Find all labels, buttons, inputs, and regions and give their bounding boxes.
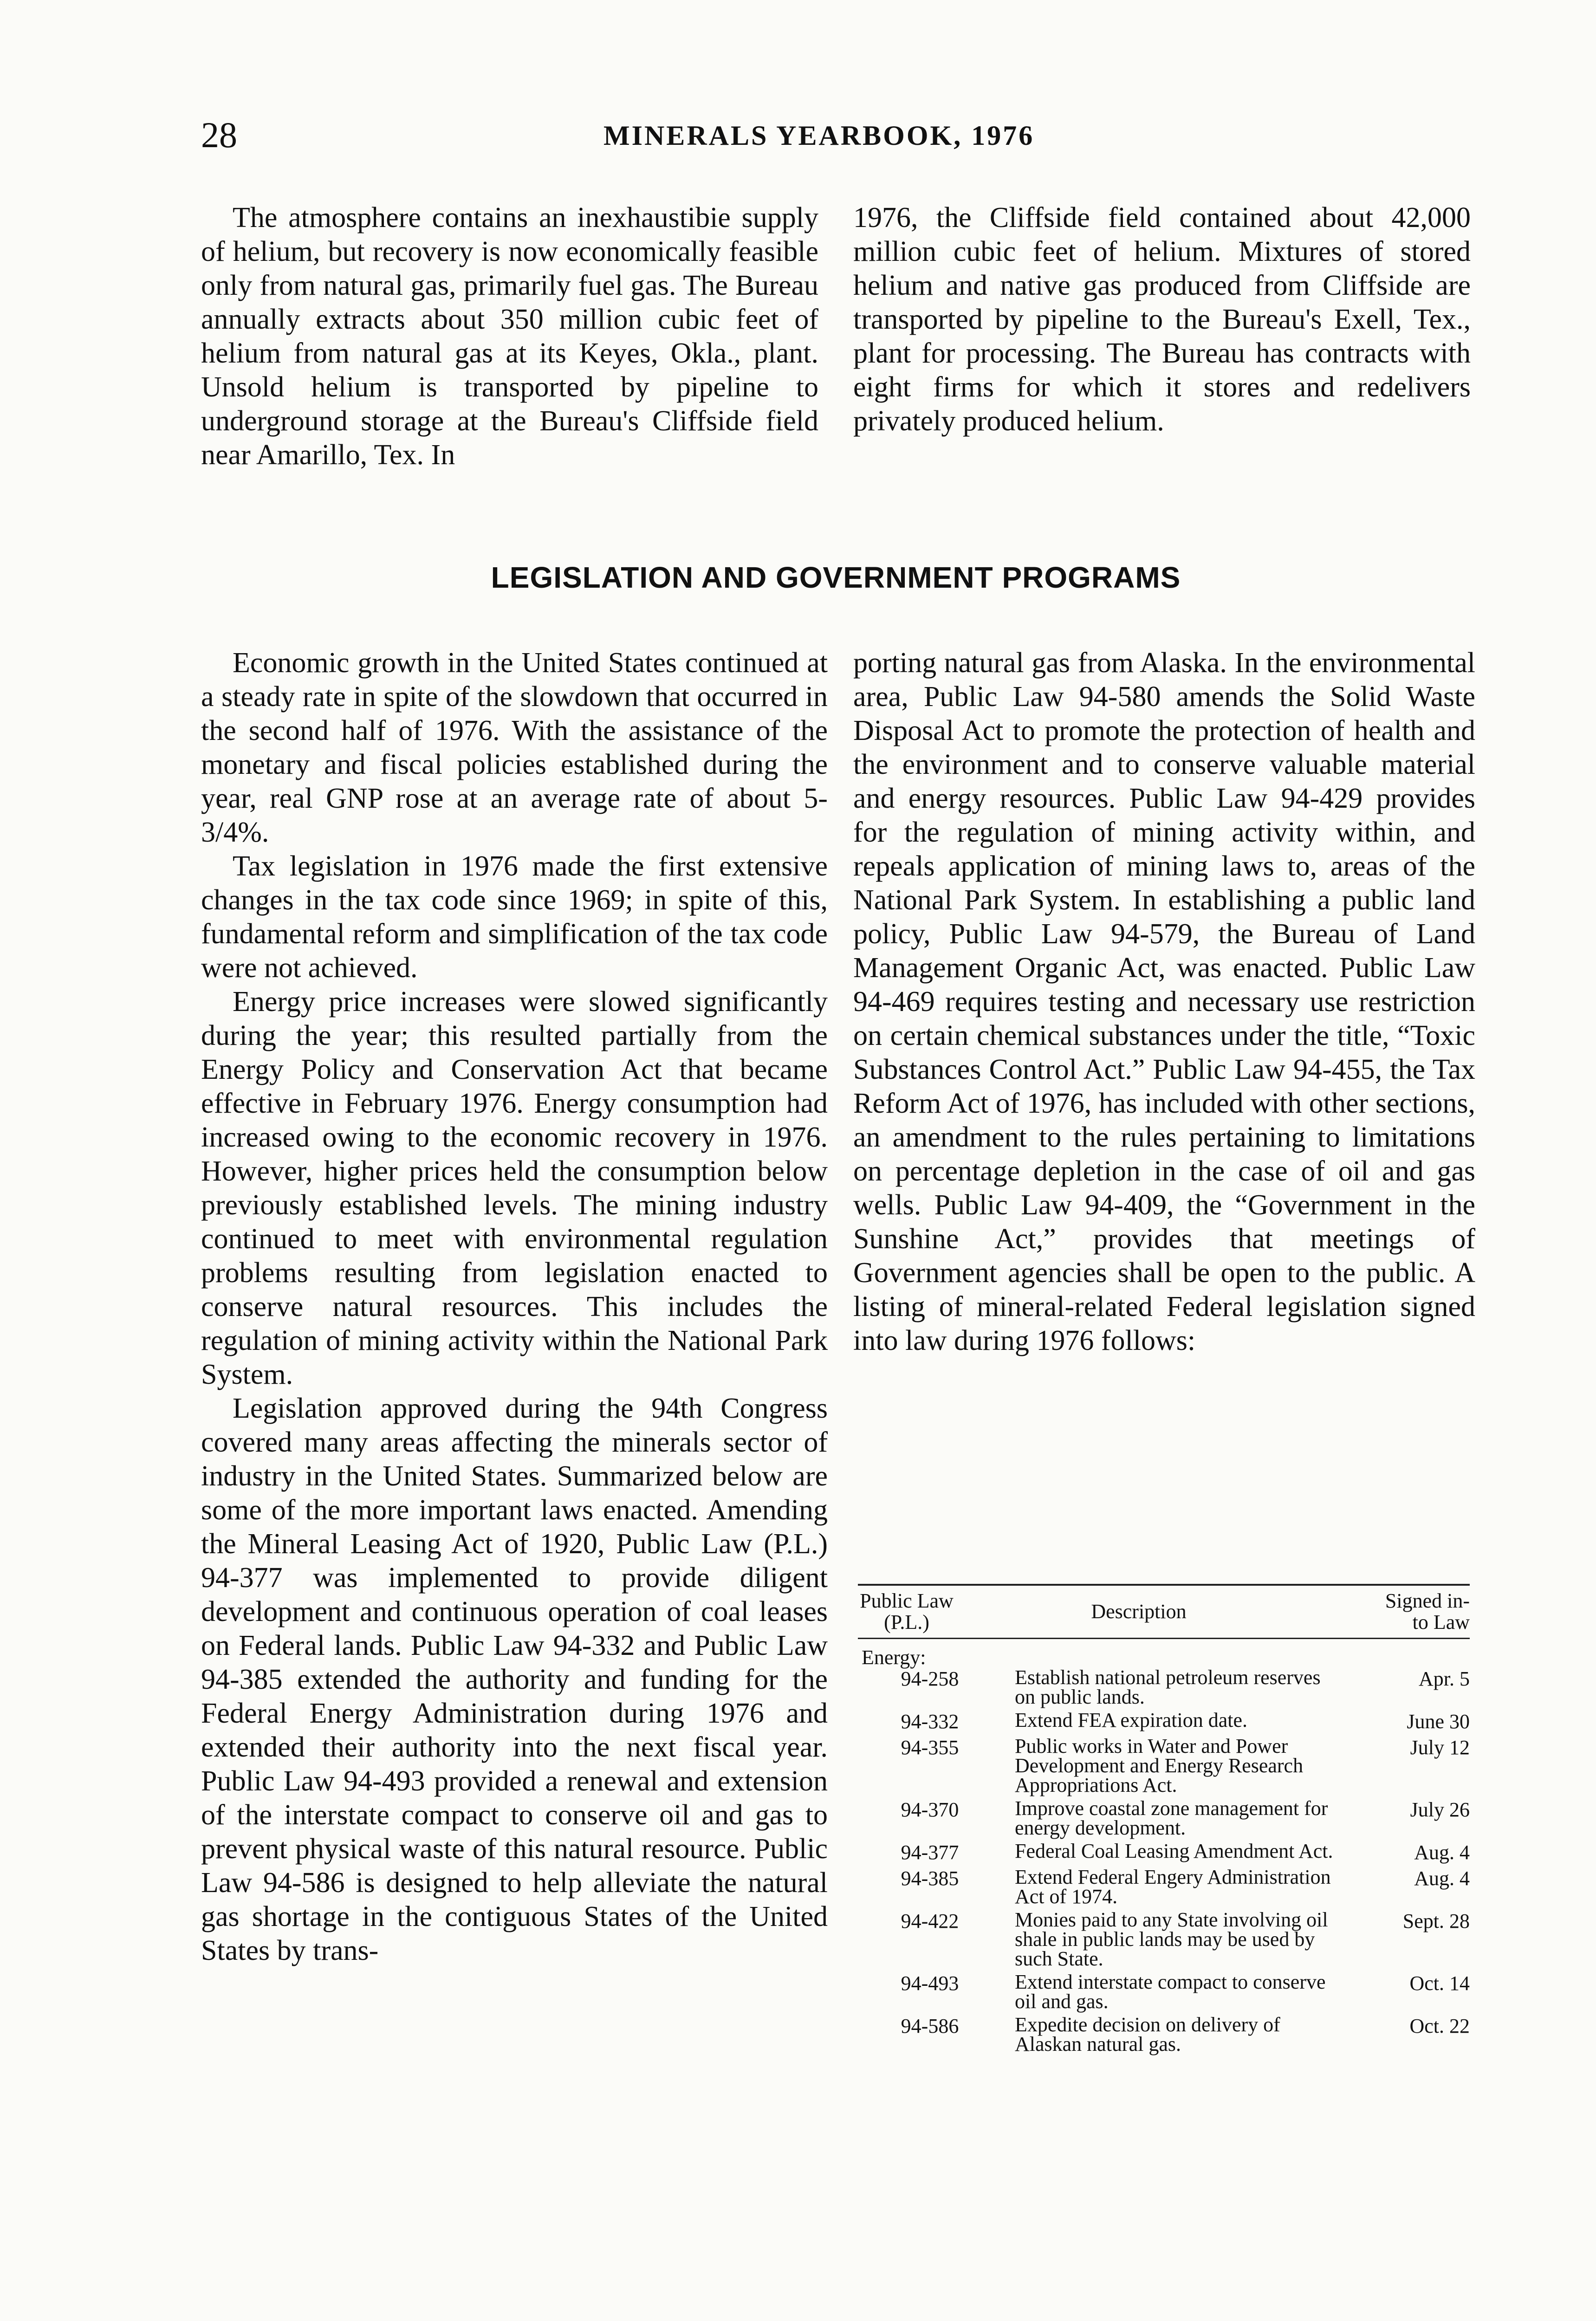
table-row	[858, 2015, 1470, 2054]
cell-description: Federal Coal Leasing Amendment Act.	[1015, 1840, 1333, 1862]
cell-signed: July 12	[1410, 1736, 1470, 1759]
running-title: MINERALS YEARBOOK, 1976	[603, 120, 1035, 151]
header-signed-line2: to Law	[1412, 1611, 1470, 1634]
table-row	[858, 1841, 1470, 1864]
header-public-law-line1: Public Law	[860, 1589, 954, 1612]
cell-public-law: 94-370	[901, 1798, 959, 1821]
body-right-column	[853, 646, 1475, 1358]
cell-public-law: 94-377	[901, 1841, 959, 1864]
cell-signed: Aug. 4	[1414, 1841, 1470, 1864]
paragraph-environmental-laws: porting natural gas from Alaska. In the environmental area, Public Law 94-580 amends the Solid Waste Disposal Act to promote the protection of health and the environment and to conserve valuable material and energy resources. Public Law 94-429 provides for the regulation of mining activity within, and repeals application of mining laws to, areas of the National Park System. In establishing a public land policy, Public Law 94-579, the Bureau of Land Management Organic Act, was enacted. Public Law 94-469 requires testing and necessary use restriction on certain chemical substances under the title, “Toxic Substances Control Act.” Public Law 94-455, the Tax Reform Act of 1976, has included with other sections, an amendment to the rules pertaining to limitations on percentage depletion in the case of oil and gas wells. Public Law 94-409, the “Government in the Sunshine Act,” provides that meetings of Government agencies shall be open to the public. A listing of mineral-related Federal legislation signed into law during 1976 follows:	[853, 647, 1475, 1356]
cell-public-law: 94-493	[901, 1972, 959, 1995]
header-public-law-line2: (P.L.)	[884, 1611, 929, 1634]
legislation-table	[858, 1584, 1470, 2058]
body-left-column	[201, 646, 828, 1968]
cell-description: Public works in Water and Power Development and Energy Research Appropriations Act.	[1015, 1735, 1304, 1796]
cell-public-law: 94-355	[901, 1736, 959, 1759]
intro-paragraph-left: The atmosphere contains an inexhaustibie supply of helium, but recovery is now economically feasible only from natural gas, primarily fuel gas. The Bureau annually extracts about 350 million cubic feet of helium from natural gas at its Keyes, Okla., plant. Unsold helium is transported by pipeline to underground storage at the Bureau's Cliffside field near Amarillo, Tex. In	[201, 202, 818, 471]
cell-signed: Oct. 14	[1409, 1972, 1470, 1995]
header-signed	[1322, 1590, 1470, 1633]
cell-description: Extend interstate compact to conserve oil and gas.	[1015, 1971, 1326, 2013]
cell-signed: June 30	[1407, 1710, 1470, 1733]
cell-public-law: 94-332	[901, 1710, 959, 1733]
cell-description: Extend Federal Engery Administration Act of 1974.	[1015, 1866, 1331, 1908]
header-signed-line1: Signed in-	[1385, 1589, 1470, 1612]
cell-description: Improve coastal zone management for energy development.	[1015, 1797, 1328, 1839]
table-row	[858, 1867, 1470, 1906]
paragraph-tax-legislation: Tax legislation in 1976 made the first extensive changes in the tax code since 1969; in spite of this, fundamental reform and simplification of the tax code were not achieved.	[201, 850, 828, 984]
cell-description: Expedite decision on delivery of Alaskan natural gas.	[1015, 2013, 1280, 2055]
header-public-law	[858, 1590, 955, 1633]
cell-description: Extend FEA expiration date.	[1015, 1709, 1247, 1731]
paragraph-energy-prices: Energy price increases were slowed significantly during the year; this resulted partially from the Energy Policy and Conservation Act that became effective in February 1976. Energy consumption had increased owing to the economic recovery in 1976. However, higher prices held the consumption below previously established levels. The mining industry continued to meet with environmental regulation problems resulting from legislation enacted to conserve natural resources. This includes the regulation of mining activity within the National Park System.	[201, 986, 828, 1390]
cell-signed: Oct. 22	[1409, 2015, 1470, 2037]
intro-paragraph-right: 1976, the Cliffside field contained about 42,000 million cubic feet of helium. Mixtures of stored helium and native gas produced from Cliffside are transported by pipeline to the Bureau's Exell, Tex., plant for processing. The Bureau has contracts with eight firms for which it stores and redelivers privately produced helium.	[853, 202, 1471, 437]
table-row	[858, 1711, 1470, 1733]
cell-public-law: 94-258	[901, 1667, 959, 1690]
table-row	[858, 1737, 1470, 1795]
table-row	[858, 1972, 1470, 2011]
cell-public-law: 94-422	[901, 1910, 959, 1932]
cell-description: Monies paid to any State involving oil shale in public lands may be used by such State.	[1015, 1908, 1328, 1970]
intro-right-column	[853, 201, 1471, 438]
cell-signed: Aug. 4	[1414, 1867, 1470, 1890]
section-heading: LEGISLATION AND GOVERNMENT PROGRAMS	[491, 561, 1181, 594]
table-group-label: Energy:	[862, 1646, 926, 1669]
table-header-row	[858, 1586, 1470, 1638]
cell-signed: July 26	[1410, 1798, 1470, 1821]
table-header-rule	[858, 1638, 1470, 1639]
cell-public-law: 94-586	[901, 2015, 959, 2037]
cell-signed: Apr. 5	[1419, 1667, 1470, 1690]
intro-left-column	[201, 201, 818, 472]
table-row	[858, 1799, 1470, 1838]
cell-description: Establish national petroleum reserves on public lands.	[1015, 1666, 1321, 1708]
cell-signed: Sept. 28	[1402, 1910, 1470, 1932]
paragraph-economic-growth: Economic growth in the United States continued at a steady rate in spite of the slowdown that occurred in the second half of 1976. With the assistance of the monetary and fiscal policies established during the year, real GNP rose at an average rate of about 5-3/4%.	[201, 647, 828, 848]
page-number: 28	[201, 115, 237, 155]
cell-public-law: 94-385	[901, 1867, 959, 1890]
table-row	[858, 1910, 1470, 1969]
table-row	[858, 1668, 1470, 1707]
paragraph-94th-congress: Legislation approved during the 94th Congress covered many areas affecting the minerals sector of industry in the United States. Summarized below are some of the more important laws enacted. Amending the Mineral Leasing Act of 1920, Public Law (P.L.) 94-377 was implemented to provide diligent development and continuous operation of coal leases on Federal lands. Public Law 94-332 and Public Law 94-385 extended the authority and funding for the Federal Energy Administration during 1976 and extended their authority into the next fiscal year. Public Law 94-493 provided a renewal and extension of the interstate compact to conserve oil and gas to prevent physical waste of this natural resource. Public Law 94-586 is designed to help alleviate the natural gas shortage in the contiguous States of the United States by trans-	[201, 1393, 828, 1966]
header-description: Description	[1091, 1600, 1187, 1623]
